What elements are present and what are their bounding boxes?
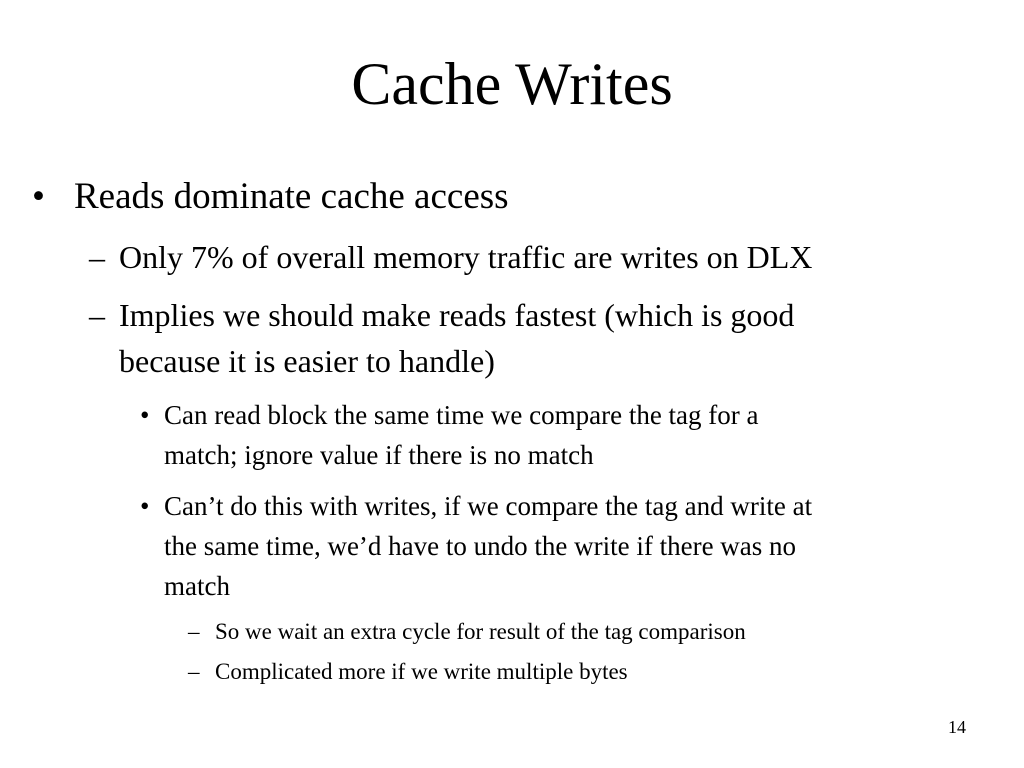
bullet-marker: •: [140, 400, 150, 430]
bullet-implies-line-1: Implies we should make reads fastest (which is good: [119, 297, 795, 333]
bullet-reads-dominate: Reads dominate cache access: [74, 176, 509, 217]
bullet-marker: •: [140, 491, 150, 521]
dash-marker: –: [188, 659, 200, 684]
page-number: 14: [948, 717, 966, 737]
bullet-marker: •: [32, 176, 45, 217]
bullet-cant-do-line-2: the same time, we’d have to undo the write if there was no: [164, 531, 797, 561]
dash-marker: –: [188, 619, 200, 644]
bullet-can-read-line-1: Can read block the same time we compare the tag for a: [164, 400, 759, 430]
bullet-cant-do-line-3: match: [164, 571, 230, 601]
dash-marker: –: [89, 297, 105, 333]
bullet-implies-line-2: because it is easier to handle): [119, 343, 495, 379]
bullet-multiple-bytes: Complicated more if we write multiple bytes: [215, 659, 628, 684]
bullet-can-read-line-2: match; ignore value if there is no match: [164, 440, 594, 470]
bullet-only-7-percent: Only 7% of overall memory traffic are writes on DLX: [119, 239, 813, 275]
slide-title: Cache Writes: [351, 51, 673, 117]
dash-marker: –: [89, 239, 105, 275]
bullet-cant-do-line-1: Can’t do this with writes, if we compare the tag and write at: [164, 491, 813, 521]
bullet-extra-cycle: So we wait an extra cycle for result of the tag comparison: [215, 619, 746, 644]
